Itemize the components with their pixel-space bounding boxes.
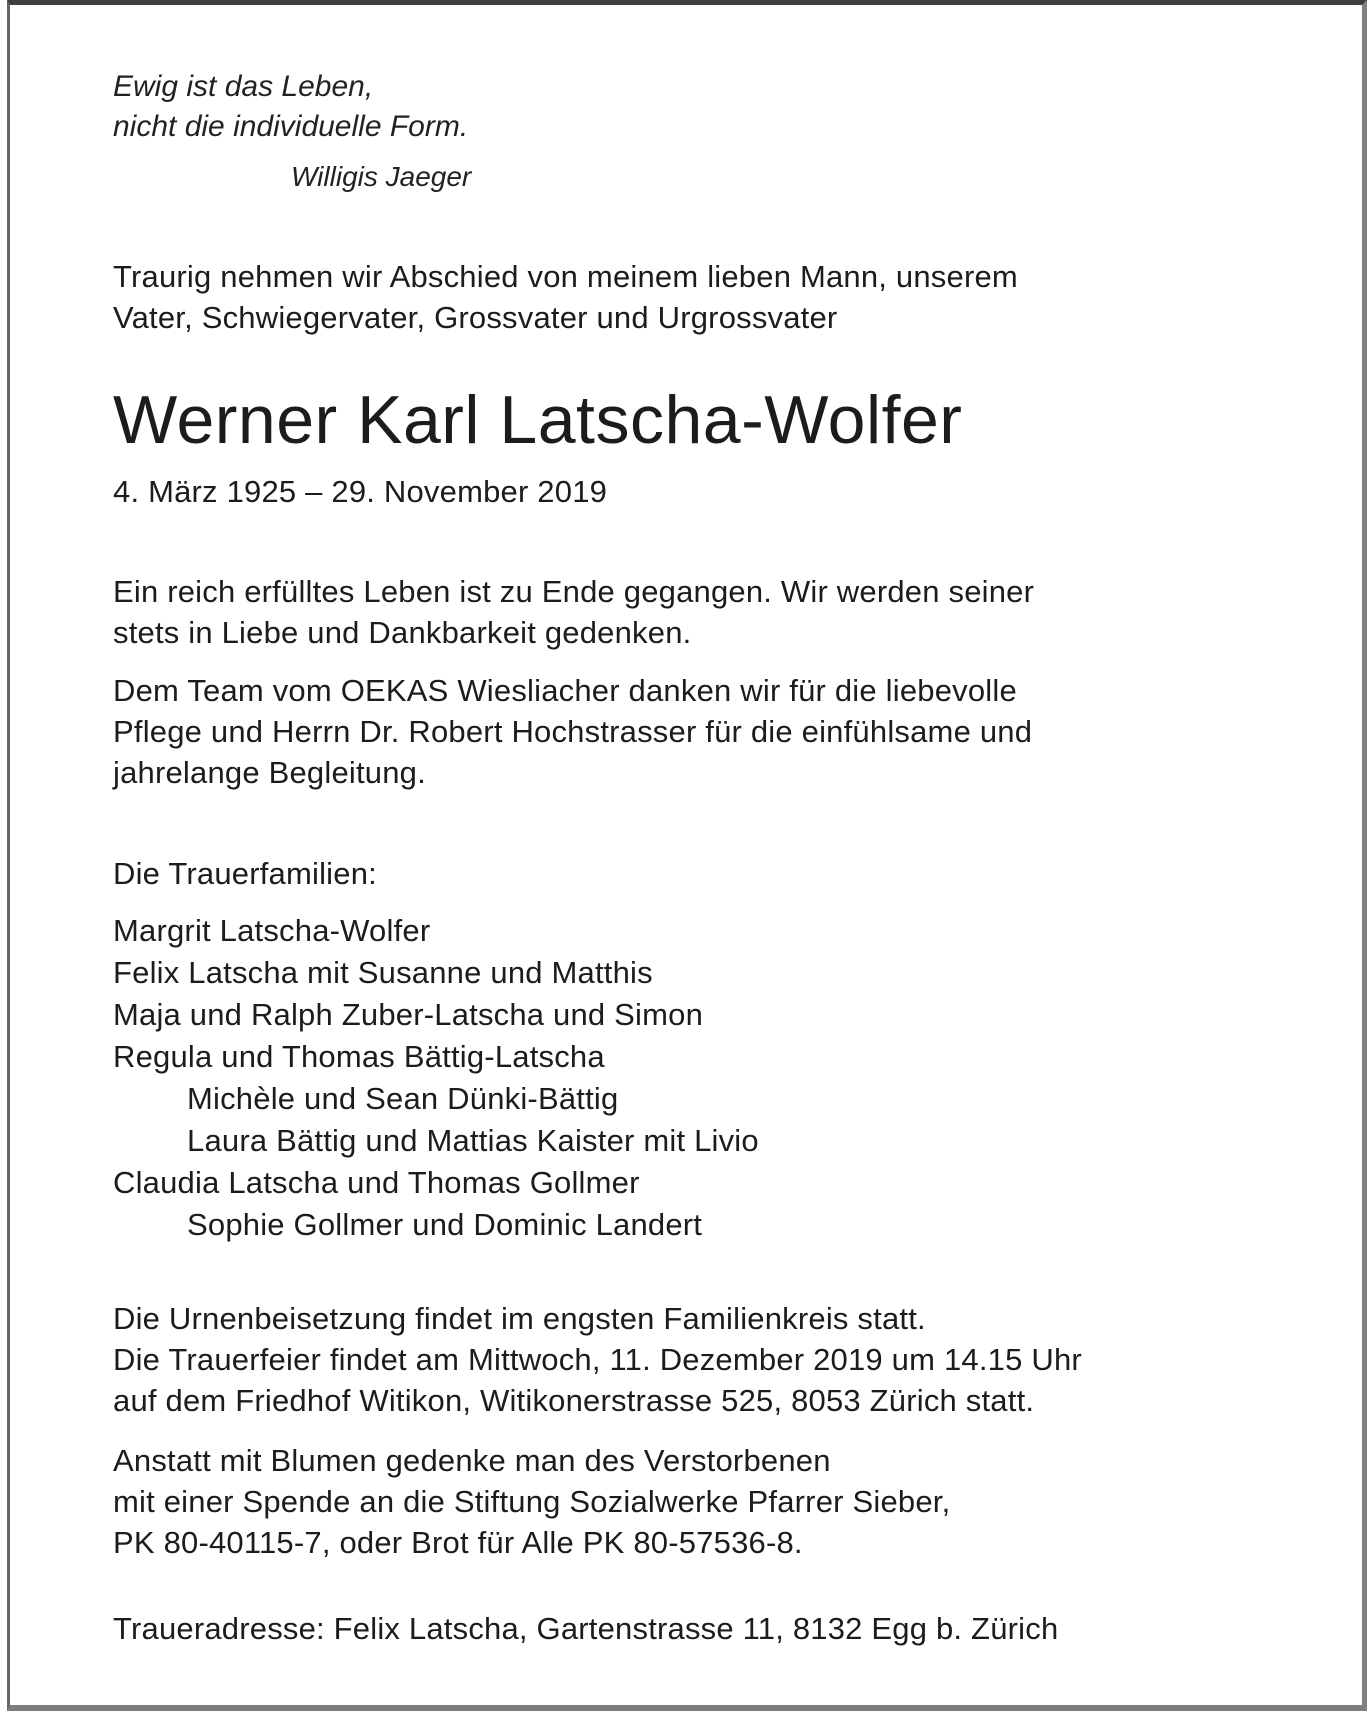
notice-frame [7, 0, 1367, 1711]
donation-paragraph [113, 1440, 1272, 1563]
deceased-name: Werner Karl Latscha-Wolfer [113, 382, 963, 458]
epigraph-quote [113, 67, 1272, 147]
family-member: Laura Bättig und Mattias Kaister mit Livio [187, 1123, 759, 1158]
funeral-paragraph [113, 1298, 1272, 1421]
funeral-line: Die Urnenbeisetzung findet im engsten Familienkreis statt. [113, 1301, 926, 1336]
life-paragraph [113, 571, 1272, 653]
family-member: Maja und Ralph Zuber-Latscha und Simon [113, 997, 704, 1032]
family-member: Sophie Gollmer und Dominic Landert [187, 1207, 703, 1242]
family-member: Claudia Latscha und Thomas Gollmer [113, 1165, 640, 1200]
thanks-line: jahrelange Begleitung. [113, 755, 426, 790]
intro-line: Vater, Schwiegervater, Grossvater und Urgrossvater [113, 300, 838, 335]
funeral-line: Die Trauerfeier findet am Mittwoch, 11. Dezember 2019 um 14.15 Uhr [113, 1342, 1082, 1377]
family-member: Felix Latscha mit Susanne und Matthis [113, 955, 653, 990]
life-dates: 4. März 1925 – 29. November 2019 [113, 474, 608, 509]
family-list [113, 910, 1272, 1246]
donation-line: mit einer Spende an die Stiftung Sozialwerke Pfarrer Sieber, [113, 1484, 951, 1519]
funeral-line: auf dem Friedhof Witikon, Witikonerstrasse 525, 8053 Zürich statt. [113, 1383, 1035, 1418]
donation-line: PK 80-40115-7, oder Brot für Alle PK 80-57536-8. [113, 1525, 803, 1560]
family-member: Margrit Latscha-Wolfer [113, 913, 431, 948]
family-member: Michèle und Sean Dünki-Bättig [187, 1081, 619, 1116]
mourning-address: Traueradresse: Felix Latscha, Gartenstrasse 11, 8132 Egg b. Zürich [113, 1611, 1059, 1646]
intro-paragraph [113, 256, 1272, 338]
thanks-line: Dem Team vom OEKAS Wiesliacher danken wir für die liebevolle [113, 673, 1017, 708]
quote-attribution: Willigis Jaeger [291, 161, 472, 192]
thanks-line: Pflege und Herrn Dr. Robert Hochstrasser für die einfühlsame und [113, 714, 1033, 749]
family-member: Regula und Thomas Bättig-Latscha [113, 1039, 605, 1074]
notice-content [10, 5, 1362, 1649]
donation-line: Anstatt mit Blumen gedenke man des Verstorbenen [113, 1443, 831, 1478]
intro-line: Traurig nehmen wir Abschied von meinem lieben Mann, unserem [113, 259, 1018, 294]
family-heading: Die Trauerfamilien: [113, 856, 377, 891]
life-line: stets in Liebe und Dankbarkeit gedenken. [113, 615, 692, 650]
life-line: Ein reich erfülltes Leben ist zu Ende gegangen. Wir werden seiner [113, 574, 1035, 609]
thanks-paragraph [113, 670, 1272, 793]
quote-line: nicht die individuelle Form. [113, 110, 469, 143]
quote-line: Ewig ist das Leben, [113, 70, 374, 103]
